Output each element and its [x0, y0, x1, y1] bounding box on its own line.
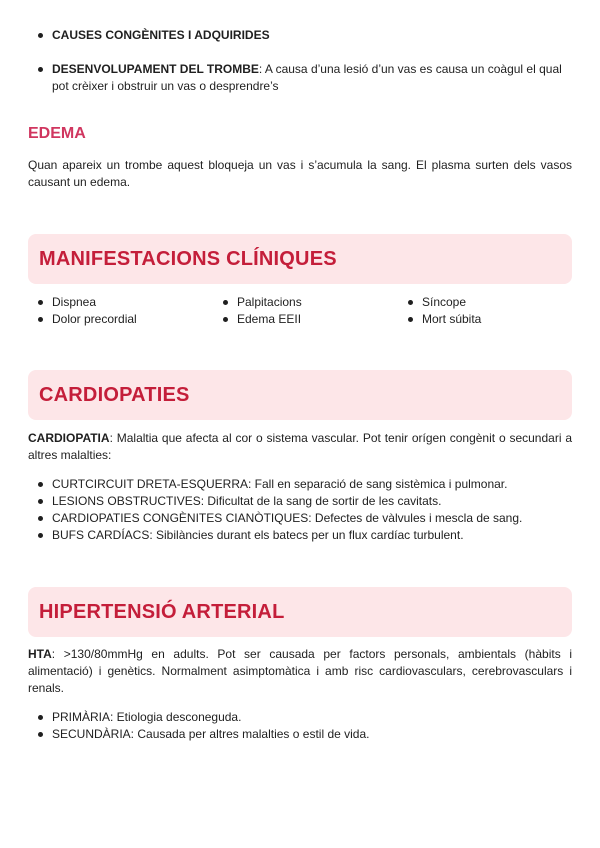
edema-heading: EDEMA: [28, 125, 86, 142]
cardiopaties-list: [28, 476, 574, 544]
manifestacions-columns: [28, 294, 588, 328]
list-item: PRIMÀRIA: Etiologia desconeguda.: [28, 709, 574, 726]
list-item: CARDIOPATIES CONGÈNITES CIANÒTIQUES: Defectes de vàlvules i mescla de sang.: [28, 510, 574, 527]
hipertensio-list: [28, 709, 574, 743]
section-title: CARDIOPATIES: [39, 383, 190, 406]
definition-term: CARDIOPATIA: [28, 431, 110, 445]
list-item: Palpitacions: [213, 294, 398, 311]
item-bold: DESENVOLUPAMENT DEL TROMBE: [52, 62, 259, 76]
list-item: Dispnea: [28, 294, 213, 311]
hta-definition: [28, 646, 572, 697]
list-item: Dolor precordial: [28, 311, 213, 328]
cardiopaties-banner: [28, 370, 572, 420]
list-item: Síncope: [398, 294, 583, 311]
list-item: BUFS CARDÍACS: Sibilàncies durant els batecs per un flux cardíac turbulent.: [28, 527, 574, 544]
symptom-column-1: [28, 294, 213, 328]
section-title: MANIFESTACIONS CLÍNIQUES: [39, 247, 337, 270]
definition-text: : Malaltia que afecta al cor o sistema vascular. Pot tenir orígen congènit o secundari a altres malalties:: [28, 431, 572, 462]
definition-term: HTA: [28, 647, 52, 661]
list-item: SECUNDÀRIA: Causada per altres malalties o estil de vida.: [28, 726, 574, 743]
list-item: LESIONS OBSTRUCTIVES: Dificultat de la sang de sortir de les cavitats.: [28, 493, 574, 510]
symptom-column-3: [398, 294, 583, 328]
section-title: HIPERTENSIÓ ARTERIAL: [39, 600, 285, 623]
symptom-column-2: [213, 294, 398, 328]
intro-list: [28, 27, 574, 95]
list-item: CURTCIRCUIT DRETA-ESQUERRA: Fall en separació de sang sistèmica i pulmonar.: [28, 476, 574, 493]
list-item: Mort súbita: [398, 311, 583, 328]
manifestacions-banner: [28, 234, 572, 284]
cardiopatia-definition: [28, 430, 572, 464]
list-item: [28, 61, 574, 95]
definition-text: : >130/80mmHg en adults. Pot ser causada per factors personals, ambientals (hàbits i alimentació) i genètics. Normalment asimptomàtica i amb risc cardiovasculars, cerebrovasculars i renals.: [28, 647, 572, 695]
item-text: : A causa d’una lesió d’un vas es causa un coàgul el qual pot crèixer i obstruir un vas o desprendre’s: [52, 62, 562, 93]
edema-text: Quan apareix un trombe aquest bloqueja un vas i s’acumula la sang. El plasma surten dels vasos causant un edema.: [28, 158, 572, 189]
item-bold: CAUSES CONGÈNITES I ADQUIRIDES: [52, 28, 270, 42]
hipertensio-banner: [28, 587, 572, 637]
list-item: [28, 27, 574, 44]
list-item: Edema EEII: [213, 311, 398, 328]
